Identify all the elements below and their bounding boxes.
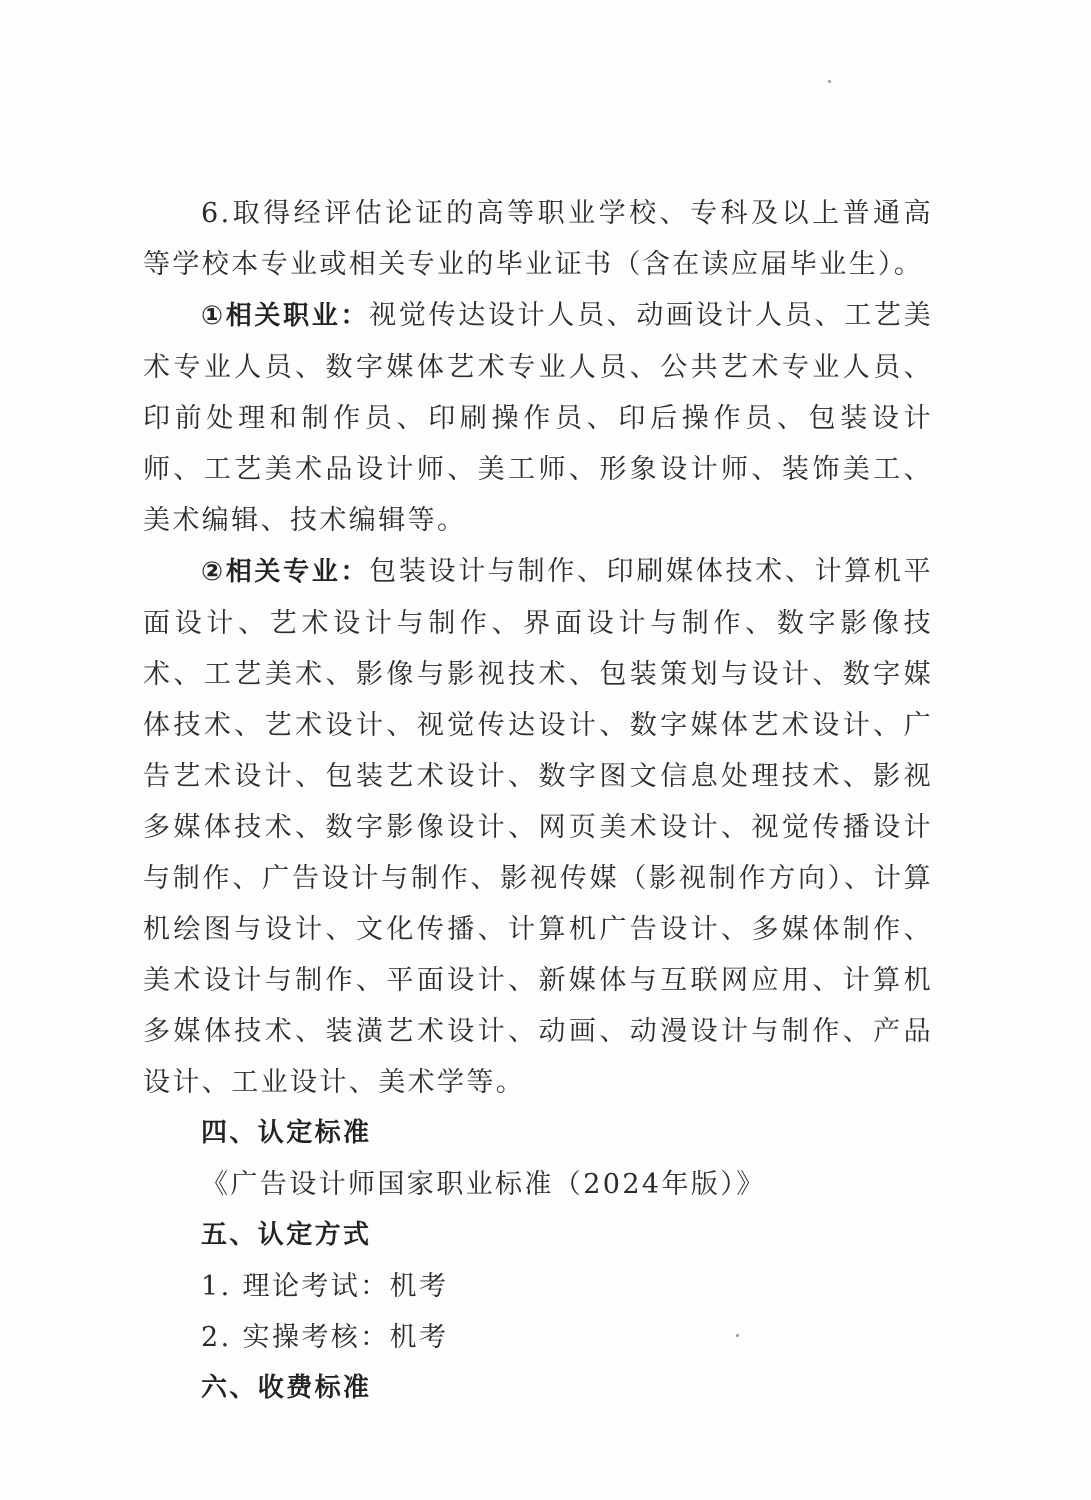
related-occupations-label: ①相关职业： — [201, 301, 370, 331]
related-majors-text: 包装设计与制作、印刷媒体技术、计算机平面设计、艺术设计与制作、界面设计与制作、数字影像技术、工艺美术、影像与影视技术、包装策划与设计、数字媒体技术、艺术设计、视觉传达设计、数字媒体艺术设计、广告艺术设计、包装艺术设计、数字图文信息处理技术、影视多媒体技术、数字影像设计、网页美术设计、视觉传播设计与制作、广告设计与制作、影视传媒（影视制作方向）、计算机绘图与设计、文化传播、计算机广告设计、多媒体制作、美术设计与制作、平面设计、新媒体与互联网应用、计算机多媒体技术、装潢艺术设计、动画、动漫设计与制作、产品设计、工业设计、美术学等。 — [143, 556, 933, 1098]
section-5-item-2: 2. 实操考核：机考 — [201, 1322, 449, 1353]
scan-speck — [828, 80, 831, 83]
related-occupations-text: 视觉传达设计人员、动画设计人员、工艺美术专业人员、数字媒体艺术专业人员、公共艺术专业人员、印前处理和制作员、印刷操作员、印后操作员、包装设计师、工艺美术品设计师、美工师、形象设计师、装饰美工、美术编辑、技术编辑等。 — [143, 300, 933, 536]
section-6-heading: 六、收费标准 — [201, 1373, 372, 1403]
paragraph-related-occupations — [143, 290, 933, 546]
paragraph-item-6: 6.取得经评估论证的高等职业学校、专科及以上普通高等学校本专业或相关专业的毕业证书（含在读应届毕业生）。 — [143, 198, 933, 280]
document-body — [143, 188, 933, 1414]
section-4-heading: 四、认定标准 — [201, 1118, 372, 1148]
section-5-item-1: 1. 理论考试：机考 — [201, 1271, 449, 1302]
section-5-heading: 五、认定方式 — [201, 1220, 372, 1250]
section-4-text: 《广告设计师国家职业标准（2024年版）》 — [201, 1169, 766, 1200]
paragraph-related-majors — [143, 546, 933, 1108]
related-majors-label: ②相关专业： — [201, 557, 370, 587]
